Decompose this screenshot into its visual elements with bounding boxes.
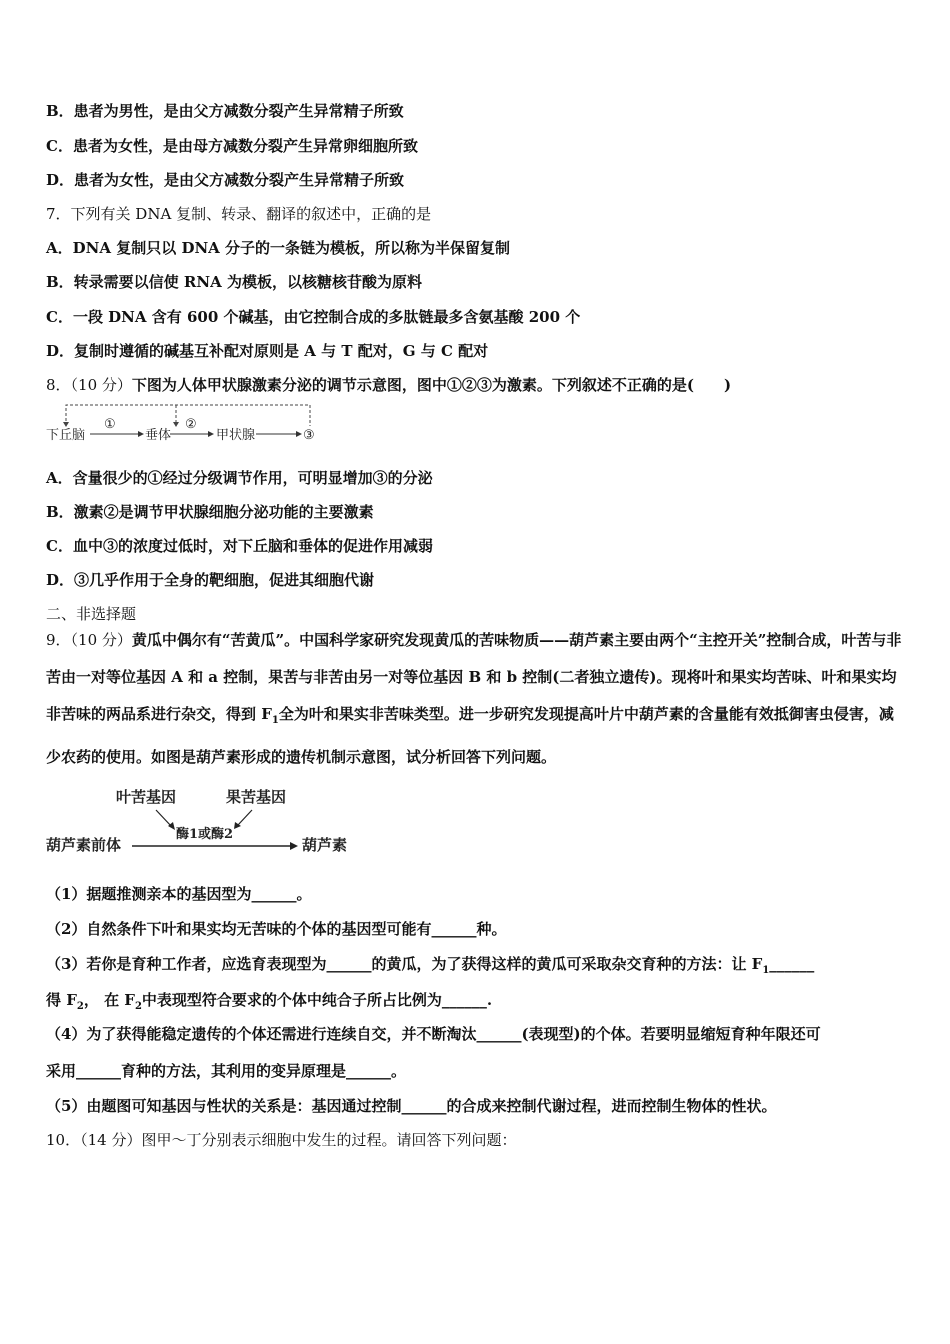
q8-number: 8．（10 分） bbox=[46, 376, 132, 394]
q9-sub-5: （5）由题图可知基因与性状的关系是：基因通过控制______的合成来控制代谢过程，进而控制生物体的性状。 bbox=[46, 1097, 777, 1115]
q8-option-a: A．含量很少的①经过分级调节作用，可明显增加③的分泌 bbox=[46, 469, 433, 487]
q6-option-d: D．患者为女性，是由父方减数分裂产生异常精子所致 bbox=[46, 171, 405, 189]
q9-sub-3-line1: （3）若你是育种工作者，应选育表现型为______的黄瓜，为了获得这样的黄瓜可采取杂交育种的方法：让 $F_1\_\_\_\_\_\_$ bbox=[46, 955, 815, 976]
q10-stem: 10．（14 分）图甲～丁分别表示细胞中发生的过程。请回答下列问题： bbox=[46, 1131, 517, 1149]
q7-option-b: B．转录需要以信使 RNA 为模板，以核糖核苷酸为原料 bbox=[46, 273, 422, 291]
node-thyroid: 甲状腺 bbox=[216, 428, 256, 443]
q8-option-b: B．激素②是调节甲状腺细胞分泌功能的主要激素 bbox=[46, 503, 374, 521]
q9-sub-2: （2）自然条件下叶和果实均无苦味的个体的基因型可能有______种。 bbox=[46, 920, 507, 938]
fruit-bitter-gene-label: 果苦基因 bbox=[226, 788, 287, 806]
q8-option-c: C．血中③的浓度过低时，对下丘脑和垂体的促进作用减弱 bbox=[46, 537, 433, 555]
enzyme-label: 酶1或酶2 bbox=[176, 827, 234, 842]
cucurbitacin-pathway-diagram bbox=[44, 785, 364, 855]
section-heading: 二、非选择题 bbox=[46, 605, 137, 623]
q9-sub-3-line2: 得 $F_2$， 在 $F_2$中表现型符合要求的个体中纯合子所占比例为______. bbox=[46, 991, 493, 1012]
node-pituitary: 垂体 bbox=[145, 428, 172, 443]
q9-sub-1: （1）据题推测亲本的基因型为______。 bbox=[46, 885, 312, 903]
q7-option-a: A．DNA 复制只以 DNA 分子的一条链为模板，所以称为半保留复制 bbox=[46, 239, 511, 257]
node-hypothalamus: 下丘脑 bbox=[46, 428, 86, 443]
q7-stem: 7．下列有关 DNA 复制、转录、翻译的叙述中，正确的是 bbox=[46, 205, 432, 223]
thyroid-regulation-diagram bbox=[44, 402, 324, 446]
q6-option-b: B．患者为男性，是由父方减数分裂产生异常精子所致 bbox=[46, 102, 404, 120]
q7-option-c: C．一段 DNA 含有 600 个碱基，由它控制合成的多肽链最多含氨基酸 200 个 bbox=[46, 308, 581, 326]
q8-stem: 下图为人体甲状腺激素分泌的调节示意图，图中①②③为激素。下列叙述不正确的是( ) bbox=[131, 376, 732, 394]
q6-option-c: C．患者为女性，是由母方减数分裂产生异常卵细胞所致 bbox=[46, 137, 418, 155]
label-hormone-1: ① bbox=[104, 417, 116, 432]
q8-stem-line bbox=[46, 375, 731, 395]
q9-stem: 9．（10 分）黄瓜中偶尔有“苦黄瓜”。中国科学家研究发现黄瓜的苦味物质——葫芦素主要由两个“主控开关”控制合成，叶苦与非苦由一对等位基因 A 和 a 控制，果苦与非苦由另一对等位基因 B 和 b 控制(二者独立遗传)。现将叶和果实均苦味、叶和果实均非苦味的两品系进行杂交，得到 $F_1$全为叶和果实非苦味类型。进一步研究发现提高叶片中葫芦素的含量能有效抵御害虫侵害，减少农药的使用。如图是葫芦素形成的遗传机制示意图，试分析回答下列问题。 bbox=[46, 631, 902, 766]
leaf-bitter-gene-label: 叶苦基因 bbox=[116, 788, 177, 806]
q8-option-d: D．③几乎作用于全身的靶细胞，促进其细胞代谢 bbox=[46, 571, 375, 589]
q9-sub-4-line1: （4）为了获得能稳定遗传的个体还需进行连续自交，并不断淘汰______(表现型)的个体。若要明显缩短育种年限还可 bbox=[46, 1025, 821, 1043]
q7-option-d: D．复制时遵循的碱基互补配对原则是 A 与 T 配对，G 与 C 配对 bbox=[46, 342, 489, 360]
cucurbitacin-label: 葫芦素 bbox=[302, 836, 348, 854]
q9-number: 9．（10 分） bbox=[46, 631, 132, 649]
q9-sub-4-line2: 采用______育种的方法，其利用的变异原理是______。 bbox=[46, 1062, 407, 1080]
node-hormone-3: ③ bbox=[303, 428, 315, 443]
label-hormone-2: ② bbox=[185, 417, 197, 432]
precursor-label: 葫芦素前体 bbox=[46, 836, 122, 854]
